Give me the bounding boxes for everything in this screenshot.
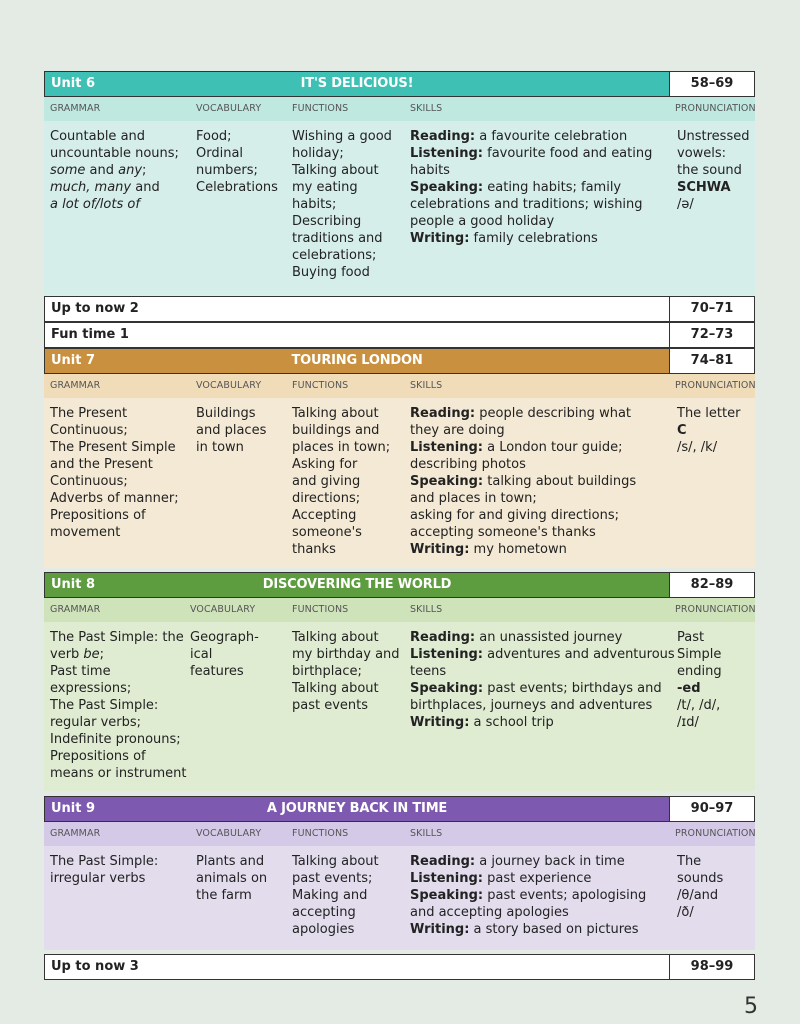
text-run: C [677,423,687,438]
unit-body [44,822,755,950]
text-run: SCHWA [677,180,731,195]
functions-line: habits; [292,197,337,212]
functions-line: thanks [292,542,336,557]
functions-line: Talking about [292,163,379,178]
text-run: Speaking: [410,681,484,696]
grammar-line [50,646,187,663]
functions-line: Accepting [292,508,357,523]
pronunciation-line [677,439,740,456]
text-run: much, many [50,180,132,195]
unit-header [44,71,755,97]
text-run: some [50,163,86,178]
grammar-cell [50,128,179,213]
text-run: /ə/ [677,197,694,212]
grammar-line [50,524,179,541]
unit-number: Unit 9 [51,801,96,816]
functions-line: Describing [292,214,362,229]
vocabulary-cell [190,629,259,680]
text-run: talking about buildings [483,474,637,489]
vocabulary-line: Ordinal [196,146,244,161]
functions-line: birthplace; [292,664,362,679]
text-run: Prepositions of [50,508,146,523]
vocabulary-line: Geograph- [190,630,259,645]
text-run: and [85,163,119,178]
page-number: 5 [744,994,758,1019]
column-label-functions: FUNCTIONS [292,604,349,615]
vocabulary-line: the farm [196,888,252,903]
text-run: Adverbs of manner; [50,491,179,506]
grammar-line [50,456,179,473]
skills-line [410,422,636,439]
text-run: past events; apologising [483,888,647,903]
text-run: /θ/and [677,888,719,903]
text-run: Past [677,630,705,645]
functions-line: Talking about [292,630,379,645]
text-run: Past time [50,664,111,679]
column-label-grammar: GRAMMAR [50,828,101,839]
skills-line [410,145,652,162]
column-label-pronunciation: PRONUNCIATION [675,828,756,839]
unit-title: DISCOVERING THE WORLD [262,577,452,592]
vocabulary-line: and places [196,423,267,438]
skills-line [410,629,675,646]
unit-pages: 58–69 [670,72,754,96]
functions-line: and giving [292,474,361,489]
text-run: a favourite celebration [475,129,628,144]
pronunciation-line [677,405,740,422]
functions-line: Asking for [292,457,358,472]
functions-line: Talking about [292,681,379,696]
column-label-skills: SKILLS [410,380,443,391]
text-run: teens [410,664,447,679]
text-run: movement [50,525,121,540]
vocabulary-line: ical [190,647,213,662]
row-pages: 98–99 [690,959,734,974]
grammar-line [50,697,187,714]
grammar-line [50,507,179,524]
column-label-grammar: GRAMMAR [50,380,101,391]
pronunciation-line [677,853,723,870]
column-label-band [44,822,755,846]
text-run: Writing: [410,542,470,557]
text-run: The Present Simple [50,440,176,455]
skills-cell [410,128,652,247]
text-run: Reading: [410,854,476,869]
skills-line [410,524,636,541]
pronunciation-line [677,145,749,162]
pronunciation-line [677,714,722,731]
grammar-line [50,853,158,870]
skills-line [410,714,675,731]
grammar-line [50,405,179,422]
pronunciation-cell [677,128,749,213]
text-run: favourite food and eating [482,146,653,161]
text-run: Simple [677,647,722,662]
text-run: Listening: [410,647,483,662]
skills-line [410,405,636,422]
pronunciation-line [677,629,722,646]
text-run: irregular verbs [50,871,146,886]
text-run: The Past Simple: the [50,630,184,645]
skills-line [410,196,652,213]
unit-title: TOURING LONDON [291,353,423,368]
pronunciation-line [677,663,722,680]
unit-header [44,796,755,822]
text-run: sounds [677,871,724,886]
pronunciation-line [677,646,722,663]
pronunciation-line [677,904,723,921]
pronunciation-line [677,870,723,887]
text-run: a London tour guide; [482,440,623,455]
pronunciation-cell [677,405,740,456]
unit-title-bar [45,349,670,373]
grammar-line [50,145,179,162]
row-pages: 70–71 [690,301,734,316]
skills-line [410,541,636,558]
column-label-functions: FUNCTIONS [292,103,349,114]
unit-number: Unit 6 [51,76,96,91]
text-run: expressions; [50,681,132,696]
row-name: Fun time 1 [45,323,670,347]
text-run: asking for and giving directions; [410,508,620,523]
grammar-line [50,439,179,456]
text-run: past events; birthdays and [483,681,662,696]
text-run: The Past Simple: [50,698,159,713]
functions-line: celebrations; [292,248,377,263]
skills-line [410,680,675,697]
unit-header [44,572,755,598]
skills-line [410,213,652,230]
functions-line: holiday; [292,146,344,161]
skills-line [410,473,636,490]
grammar-line [50,714,187,731]
text-run: /ɪd/ [677,715,699,730]
vocabulary-line: Plants and [196,854,265,869]
grammar-line [50,179,179,196]
functions-line: Talking about [292,854,379,869]
grammar-line [50,748,187,765]
text-run: ; [142,163,147,178]
grammar-cell [50,405,179,541]
text-run: Writing: [410,231,470,246]
text-run: celebrations and traditions; wishing [410,197,643,212]
column-label-pronunciation: PRONUNCIATION [675,103,756,114]
grammar-line [50,128,179,145]
text-run: an unassisted journey [475,630,623,645]
text-run: The Past Simple: [50,854,159,869]
skills-line [410,646,675,663]
vocabulary-cell [196,853,267,904]
skills-line [410,507,636,524]
skills-cell [410,853,646,938]
pronunciation-line [677,887,723,904]
functions-line: apologies [292,922,355,937]
column-label-vocabulary: VOCABULARY [196,103,262,114]
text-run: Unstressed [677,129,750,144]
text-run: any [118,163,143,178]
skills-cell [410,629,675,731]
text-run: a lot of/lots of [50,197,140,212]
functions-line: Making and [292,888,368,903]
grammar-cell [50,629,187,782]
column-label-skills: SKILLS [410,828,443,839]
column-label-band [44,97,755,121]
text-run: Listening: [410,871,483,886]
skills-line [410,456,636,473]
text-run: Continuous; [50,423,128,438]
unit-body [44,598,755,791]
unit-body [44,97,755,295]
vocabulary-line: features [190,664,244,679]
text-run: Reading: [410,406,476,421]
unit-8-block [44,572,755,791]
text-run: regular verbs; [50,715,142,730]
unit-body [44,374,755,568]
up-to-now-3-row [44,954,755,980]
skills-line [410,904,646,921]
vocabulary-line: Celebrations [196,180,278,195]
vocabulary-line: in town [196,440,244,455]
functions-cell [292,405,390,558]
unit-title: IT'S DELICIOUS! [300,76,414,91]
vocabulary-cell [196,405,266,456]
row-pages: 72–73 [690,327,734,342]
column-label-pronunciation: PRONUNCIATION [675,604,756,615]
text-run: Listening: [410,146,483,161]
functions-cell [292,128,392,281]
pronunciation-line [677,422,740,439]
text-run: and the Present [50,457,153,472]
text-run: Countable and [50,129,146,144]
pronunciation-cell [677,853,723,921]
unit-title-bar [45,573,670,597]
vocabulary-line: Buildings [196,406,256,421]
grammar-line [50,870,158,887]
text-run: describing photos [410,457,526,472]
text-run: a story based on pictures [469,922,639,937]
functions-line: my birthday and [292,647,400,662]
unit-header [44,348,755,374]
functions-line: buildings and [292,423,380,438]
text-run: Speaking: [410,180,484,195]
text-run: eating habits; family [483,180,622,195]
unit-title: A JOURNEY BACK IN TIME [266,801,448,816]
text-run: Speaking: [410,474,484,489]
text-run: family celebrations [469,231,598,246]
text-run: past experience [482,871,592,886]
unit-number: Unit 7 [51,353,96,368]
grammar-line [50,490,179,507]
vocabulary-line: animals on [196,871,268,886]
row-name: Up to now 2 [45,297,670,321]
pronunciation-line [677,680,722,697]
functions-line: someone's [292,525,362,540]
grammar-line [50,680,187,697]
functions-line: past events; [292,871,373,886]
functions-line: Talking about [292,406,379,421]
grammar-line [50,162,179,179]
functions-line: accepting [292,905,356,920]
skills-line [410,663,675,680]
skills-line [410,870,646,887]
column-label-skills: SKILLS [410,604,443,615]
functions-line: Wishing a good [292,129,392,144]
functions-line: directions; [292,491,361,506]
text-run: -ed [677,681,701,696]
text-run: people a good holiday [410,214,555,229]
skills-line [410,128,652,145]
grammar-line [50,422,179,439]
column-label-skills: SKILLS [410,103,443,114]
text-run: accepting someone's thanks [410,525,596,540]
functions-line: my eating [292,180,358,195]
text-run: /ð/ [677,905,694,920]
grammar-cell [50,853,158,887]
text-run: Writing: [410,922,470,937]
text-run: Listening: [410,440,483,455]
unit-9-block [44,796,755,950]
pronunciation-line [677,697,722,714]
column-label-vocabulary: VOCABULARY [190,604,256,615]
functions-cell [292,629,400,714]
text-run: Prepositions of [50,749,146,764]
fun-time-1-row [44,322,755,348]
skills-line [410,921,646,938]
column-label-functions: FUNCTIONS [292,380,349,391]
text-run: The Present [50,406,128,421]
vocabulary-cell [196,128,278,196]
text-run: people describing what [475,406,632,421]
text-run: be [83,647,100,662]
column-label-grammar: GRAMMAR [50,604,101,615]
column-label-band [44,598,755,622]
text-run: ; [99,647,105,662]
skills-line [410,179,652,196]
text-run: The [677,854,702,869]
column-label-grammar: GRAMMAR [50,103,101,114]
vocabulary-line: Food; [196,129,232,144]
column-label-band [44,374,755,398]
text-run: they are doing [410,423,505,438]
unit-pages: 82–89 [670,573,754,597]
skills-line [410,887,646,904]
text-run: Continuous; [50,474,128,489]
text-run: birthplaces, journeys and adventures [410,698,653,713]
grammar-line [50,473,179,490]
text-run: and accepting apologies [410,905,569,920]
text-run: the sound [677,163,742,178]
text-run: a journey back in time [475,854,625,869]
unit-pages: 90–97 [670,797,754,821]
functions-cell [292,853,379,938]
skills-line [410,697,675,714]
unit-6-block [44,71,755,295]
unit-title-bar [45,72,670,96]
column-label-vocabulary: VOCABULARY [196,828,262,839]
grammar-line [50,663,187,680]
pronunciation-line [677,162,749,179]
skills-line [410,853,646,870]
text-run: habits [410,163,450,178]
text-run: adventures and adventurous [482,647,675,662]
text-run: /t/, /d/, [677,698,721,713]
skills-line [410,439,636,456]
pronunciation-line [677,196,749,213]
text-run: and [131,180,160,195]
pronunciation-line [677,179,749,196]
text-run: and places in town; [410,491,537,506]
text-run: ending [677,664,722,679]
functions-line: Buying food [292,265,370,280]
functions-line: places in town; [292,440,391,455]
unit-pages: 74–81 [670,349,754,373]
column-label-pronunciation: PRONUNCIATION [675,380,756,391]
functions-line: past events [292,698,369,713]
text-run: Indefinite pronouns; [50,732,181,747]
skills-cell [410,405,636,558]
text-run: means or instrument [50,766,187,781]
text-run: The letter [677,406,741,421]
skills-line [410,490,636,507]
text-run: my hometown [469,542,567,557]
skills-line [410,230,652,247]
pronunciation-cell [677,629,722,731]
column-label-vocabulary: VOCABULARY [196,380,262,391]
text-run: Reading: [410,129,476,144]
text-run: uncountable nouns; [50,146,179,161]
unit-number: Unit 8 [51,577,96,592]
unit-title-bar [45,797,670,821]
text-run: Reading: [410,630,476,645]
skills-line [410,162,652,179]
grammar-line [50,629,187,646]
text-run: Writing: [410,715,470,730]
text-run: a school trip [469,715,554,730]
up-to-now-2-row [44,296,755,322]
functions-line: traditions and [292,231,383,246]
grammar-line [50,731,187,748]
text-run: Speaking: [410,888,484,903]
grammar-line [50,765,187,782]
column-label-functions: FUNCTIONS [292,828,349,839]
text-run: vowels: [677,146,727,161]
text-run: verb [50,647,84,662]
pronunciation-line [677,128,749,145]
row-name: Up to now 3 [45,955,670,979]
text-run: /s/, /k/ [677,440,718,455]
unit-7-block [44,348,755,568]
vocabulary-line: numbers; [196,163,258,178]
grammar-line [50,196,179,213]
